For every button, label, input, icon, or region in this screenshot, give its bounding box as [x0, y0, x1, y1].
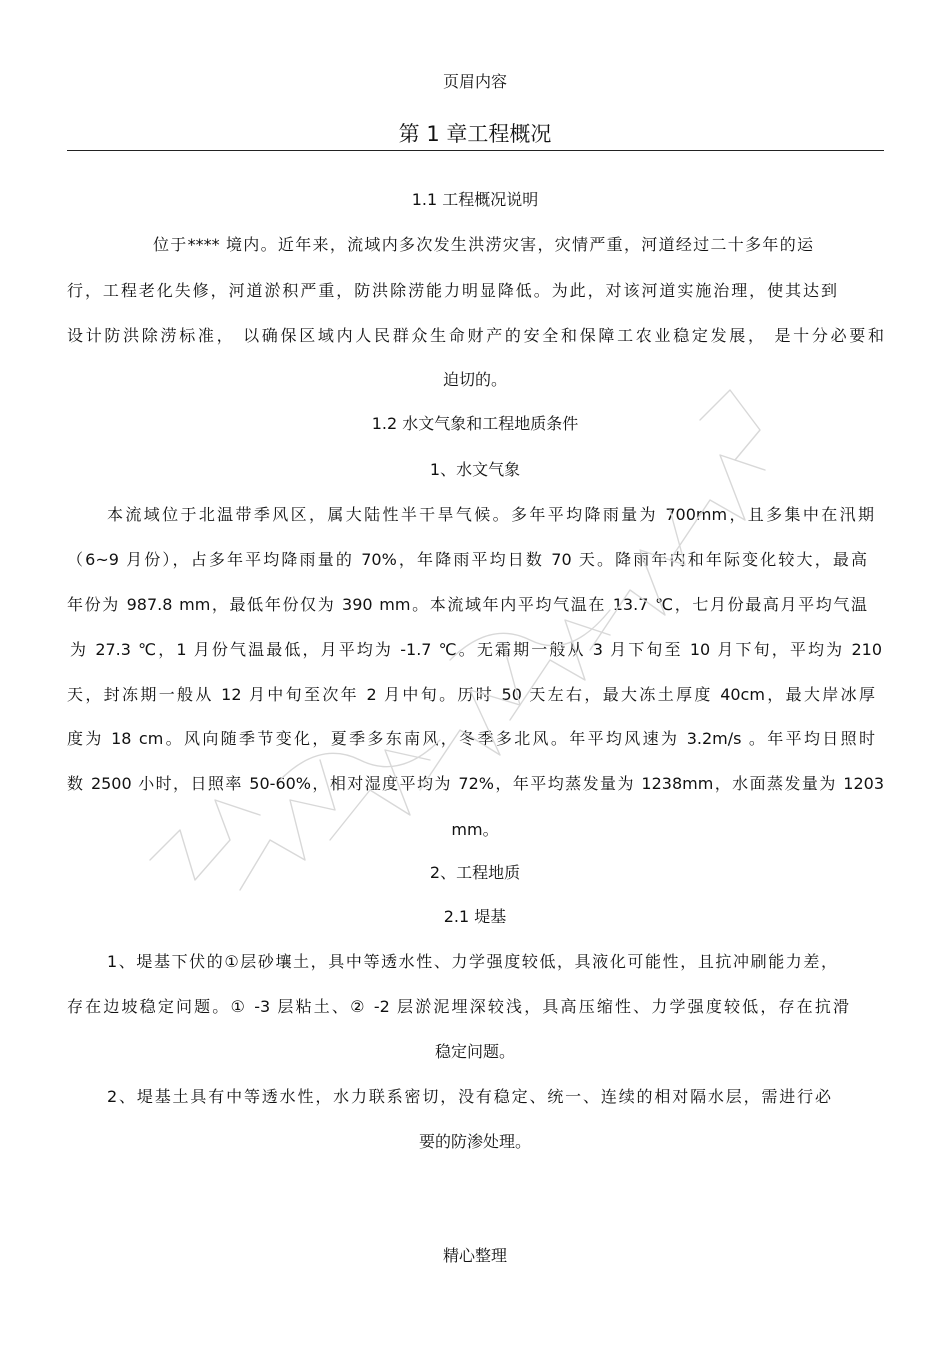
page-footer: 精心整理	[442, 1246, 507, 1265]
paragraph-line: 位于**** 境内。近年来，流域内多次发生洪涝灾害，灾情严重，河道经过二十多年的运	[153, 235, 813, 254]
subheading-dike-foundation: 2.1 堤基	[443, 907, 507, 926]
paragraph-line: 年份为 987.8 mm，最低年份仅为 390 mm。本流域年内平均气温在 13.7 ℃，七月份最高月平均气温	[67, 595, 867, 614]
chapter-title: 第 1 章工程概况	[398, 122, 552, 146]
paragraph-line: 本流域位于北温带季风区，属大陆性半干旱气候。多年平均降雨量为 700mm，且多集中在汛期	[107, 505, 874, 524]
paragraph-line: 度为 18 cm。风向随季节变化，夏季多东南风，冬季多北风。年平均风速为 3.2m/s 。年平均日照时	[67, 729, 875, 748]
paragraph-line: 为 27.3 ℃，1 月份气温最低，月平均为 -1.7 ℃。无霜期一般从 3 月下旬至 10 月下旬，平均为 210	[70, 640, 882, 659]
paragraph-line: 2、堤基土具有中等透水性，水力联系密切，没有稳定、统一、连续的相对隔水层，需进行必	[107, 1087, 831, 1106]
page-header: 页眉内容	[442, 72, 507, 91]
section-heading-1-2: 1.2 水文气象和工程地质条件	[371, 414, 579, 433]
section-heading-1-1: 1.1 工程概况说明	[411, 190, 539, 209]
paragraph-line: （6~9 月份），占多年平均降雨量的 70%，年降雨平均日数 70 天。降雨年内和年际变化较大，最高	[67, 550, 867, 569]
subheading-geology: 2、工程地质	[429, 863, 521, 882]
paragraph-line: 设计防洪除涝标准， 以确保区域内人民群众生命财产的安全和保障工农业稳定发展， 是十分必要和	[67, 326, 884, 345]
paragraph-line: mm。	[451, 820, 499, 839]
paragraph-line: 数 2500 小时，日照率 50-60%，相对湿度平均为 72%，年平均蒸发量为 1238mm，水面蒸发量为 1203	[67, 774, 884, 793]
paragraph-line: 行，工程老化失修，河道淤积严重，防洪除涝能力明显降低。为此，对该河道实施治理，使其达到	[67, 281, 837, 300]
subheading-hydrology: 1、水文气象	[429, 460, 521, 479]
paragraph-line: 天，封冻期一般从 12 月中旬至次年 2 月中旬。历时 50 天左右，最大冻土厚度 40cm，最大岸冰厚	[67, 685, 875, 704]
paragraph-line: 稳定问题。	[434, 1042, 515, 1061]
header-rule	[67, 150, 884, 151]
paragraph-line: 1、堤基下伏的①层砂壤土，具中等透水性、力学强度较低，具液化可能性，且抗冲刷能力差，	[107, 952, 837, 971]
paragraph-line: 要的防渗处理。	[418, 1132, 531, 1151]
paragraph-line: 存在边坡稳定问题。① -3 层粘土、② -2 层淤泥埋深较浅，具高压缩性、力学强度较低，存在抗滑	[67, 997, 849, 1016]
paragraph-line: 迫切的。	[442, 370, 507, 389]
watermark-image	[120, 360, 800, 920]
